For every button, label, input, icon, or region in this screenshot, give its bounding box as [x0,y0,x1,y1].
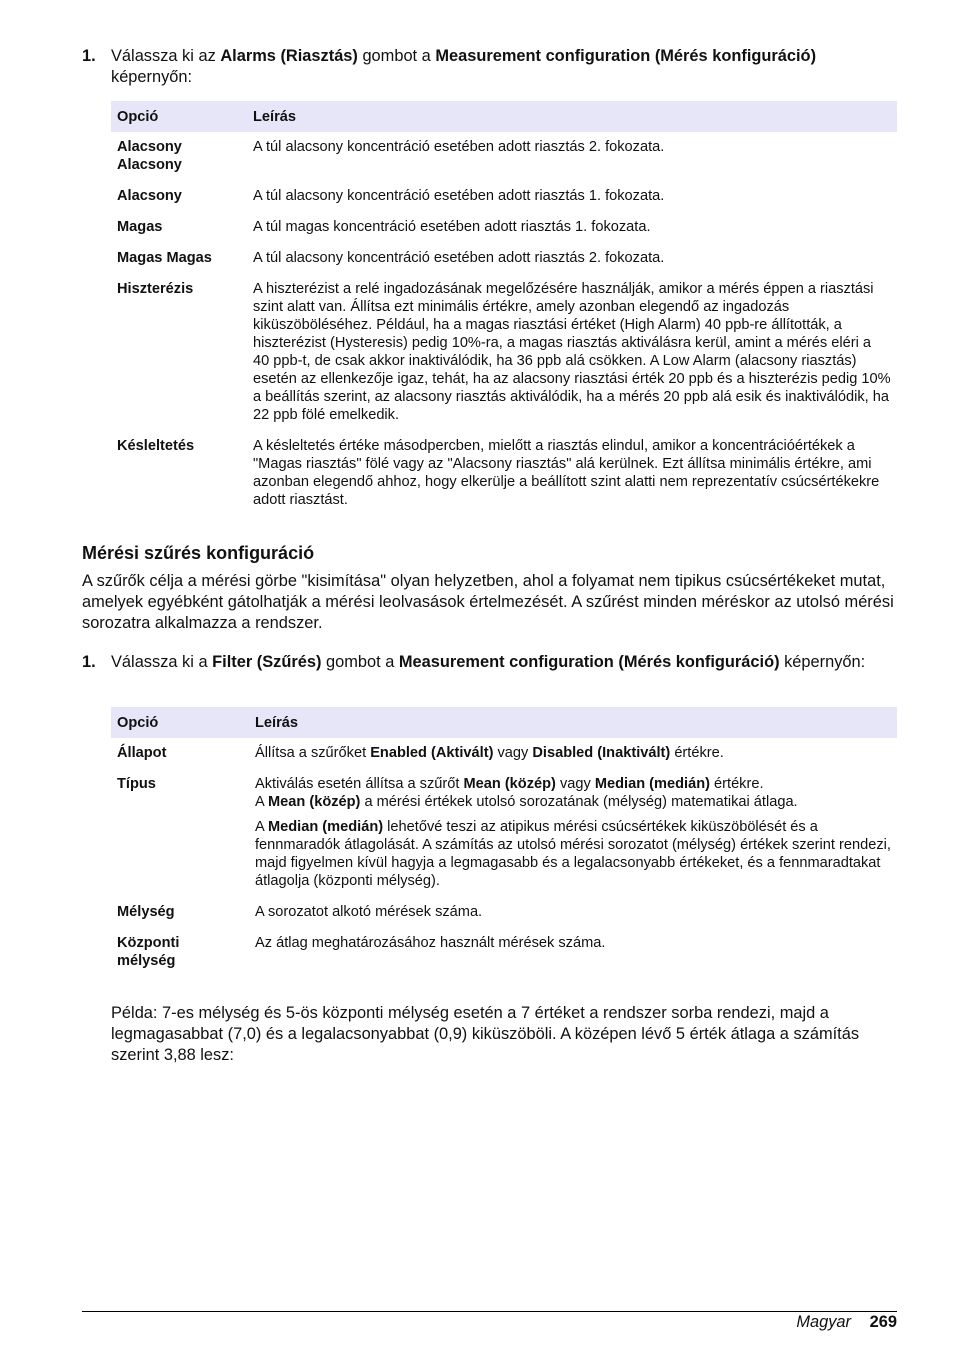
table-row [111,181,897,212]
filter-options-table [111,707,897,977]
desc-emphasis: Mean (közép) [267,794,361,810]
step-alarms [82,46,897,88]
alarms-options-table [111,101,897,516]
step-text-part: Válassza ki az [111,47,221,65]
step-text-part: képernyőn: [111,68,193,86]
description-cell: A túl alacsony koncentráció esetében adott riasztás 2. fokozata. [253,250,665,266]
desc-part: A [255,819,268,835]
column-header-option: Opció [111,707,249,738]
desc-part: értékre. [670,745,724,761]
step-text-part: gombot a [321,653,399,671]
table-row [111,274,897,431]
option-cell: Alacsony Alacsony [117,139,182,173]
table-row [111,243,897,274]
desc-emphasis: Enabled (Aktivált) [370,745,494,761]
footer-language: Magyar [796,1313,851,1331]
column-header-description: Leírás [247,101,897,132]
step-text [111,46,897,88]
table-row [111,431,897,516]
desc-part: Állítsa a szűrőket [255,745,371,761]
description-cell [249,769,897,897]
step-text-part: Válassza ki a [111,653,213,671]
table-row [111,928,897,977]
alarms-button-ref: Alarms (Riasztás) [220,47,358,65]
desc-part: a mérési értékek utolsó sorozatának (mélység) matematikai átlaga. [360,794,798,810]
step-number: 1. [82,47,96,65]
description-cell: A késleltetés értéke másodpercben, mielőtt a riasztás elindul, amikor a koncentrációértékek a "Magas riasztás" fölé vagy az "Alacsony riasztás" alá kerülnek. Ezt állítsa minimális értékre, ami azonban elegendő ahhoz, hogy elkerülje a beállított szint alatti nem reprezentatív csúcsértékekre adott riasztást. [253,438,880,508]
option-cell: Központi mélység [117,935,180,969]
column-header-option: Opció [111,101,247,132]
step-number: 1. [82,653,96,671]
description-cell: A túl alacsony koncentráció esetében adott riasztás 2. fokozata. [253,139,665,155]
step-text-part: gombot a [357,47,436,65]
desc-emphasis: Median (medián) [594,776,710,792]
desc-paragraph [255,775,891,793]
section-heading: Mérési szűrés konfiguráció [82,543,315,563]
table-row [111,738,897,769]
option-cell: Állapot [117,745,167,761]
option-cell: Alacsony [117,188,182,204]
description-cell: Az átlag meghatározásához használt mérések száma. [255,935,606,951]
desc-part: lehetővé teszi az atipikus mérési csúcsértékek kiküszöbölését és a fennmaradók átlagolását. A számítás az utolsó mérési sorozatot (mélység) értékek szerint rendezi, majd figyelmen kívül hagyja a legmagasabb és a legalacsonyabb értékeket, és a fennmaradtakat átlagolja (központi mélység). [255,819,891,889]
description-cell: A túl magas koncentráció esetében adott riasztás 1. fokozata. [253,219,651,235]
page-number: 269 [869,1313,897,1331]
desc-part: A [255,794,268,810]
desc-part: vagy [493,745,533,761]
desc-part: Aktiválás esetén állítsa a szűrőt [255,776,464,792]
table-header-row [111,707,897,738]
footer-divider [82,1311,897,1312]
step-text-part: képernyőn: [779,653,866,671]
measurement-config-ref: Measurement configuration (Mérés konfiguráció) [398,653,780,671]
desc-paragraph [255,793,891,811]
desc-part: vagy [555,776,595,792]
section-intro: A szűrők célja a mérési görbe "kisimítása" olyan helyzetben, ahol a folyamat nem tipikus csúcsértékeket mutat, amelyek egyébként gátolhatják a mérési leolvasások értelmezését. A szűrést minden méréskor az utolsó mérési sorozatra alkalmazza a rendszer. [82,572,894,632]
desc-emphasis: Median (medián) [267,819,384,835]
description-cell [249,738,897,769]
option-cell: Típus [117,776,156,792]
table-row [111,132,897,181]
measurement-config-ref: Measurement configuration (Mérés konfiguráció) [435,47,817,65]
example-paragraph: Példa: 7-es mélység és 5-ös központi mélység esetén a 7 értéket a rendszer sorba rendezi, majd a legmagasabbat (7,0) és a legalacsonyabbat (0,9) kiküszöböli. A középen lévő 5 érték átlaga a számítás szerint 3,88 lesz: [111,1004,860,1064]
option-cell: Magas [117,219,163,235]
step-filter [82,652,897,673]
desc-paragraph [255,818,891,890]
description-cell: A túl alacsony koncentráció esetében adott riasztás 1. fokozata. [253,188,665,204]
desc-emphasis: Mean (közép) [463,776,556,792]
filter-button-ref: Filter (Szűrés) [212,653,322,671]
step-text [111,652,897,673]
description-cell: A hiszterézist a relé ingadozásának megelőzésére használják, amikor a mérés éppen a riasztási szint alatt van. Állítsa ezt minimális értékre, amely azonban elegendő az ingadozás kiküszöböléséhez. Például, ha a magas riasztási értéket (High Alarm) 40 ppb-re állították, a hiszterézist (Hysteresis) pedig 10%-ra, a magas riasztás aktiválásra kerül, amint a mérés eléri a 40 ppb-t, de csak akkor inaktiválódik, ha 36 ppb alá csökken. A Low Alarm (alacsony riasztás) esetén az ellenkezője igaz, tehát, ha az alacsony riasztási érték 20 ppb és a hiszterézis pedig 10% a beállítás szerint, az alacsony riasztás aktiválódik, ha a mérés 20 ppb alá esik és inaktiválódik, ha 22 ppb fölé emelkedik. [253,281,891,423]
desc-emphasis: Disabled (Inaktivált) [532,745,671,761]
description-cell: A sorozatot alkotó mérések száma. [255,904,483,920]
option-cell: Késleltetés [117,438,195,454]
option-cell: Mélység [117,904,175,920]
column-header-description: Leírás [249,707,897,738]
desc-part: értékre. [709,776,764,792]
table-row [111,897,897,928]
option-cell: Hiszterézis [117,281,194,297]
table-header-row [111,101,897,132]
option-cell: Magas Magas [117,250,212,266]
table-row [111,769,897,897]
table-row [111,212,897,243]
